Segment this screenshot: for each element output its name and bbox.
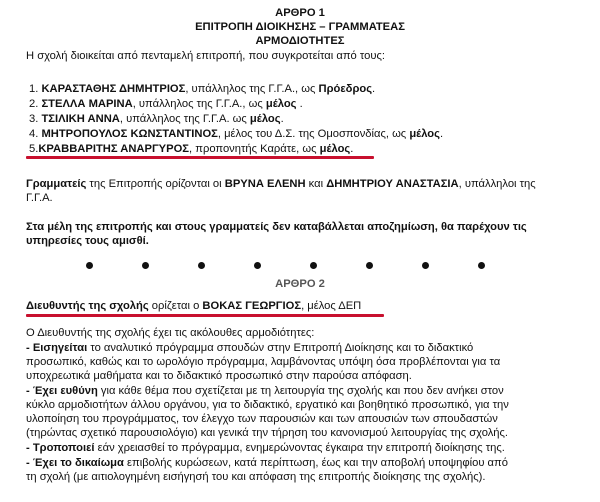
paragraph-line: - Έχει το δικαίωμα επιβολής κυρώσεων, κατά περίπτωση, έως και την αποβολή υποψηφίου από: [26, 457, 508, 469]
paragraph-line: υποχρεωτικά μαθήματα και το διδακτικό προσωπικό στην παρούσα απόφαση.: [26, 370, 412, 382]
secretaries-paragraph-cont: Γ.Γ.Α.: [26, 192, 53, 204]
paragraph-line: κύκλο αρμοδιοτήτων άλλου οργάνου, για το διδακτικό, εργατικό και βοηθητικό προσωπικό, για την: [26, 399, 509, 411]
secretaries-paragraph: Γραμματείς της Επιτροπής ορίζονται οι ΒΡΥΝΑ ΕΛΕΝΗ και ΔΗΜΗΤΡΙΟΥ ΑΝΑΣΤΑΣΙΑ, υπάλληλοι της: [26, 178, 536, 190]
article1-title: ΑΡΘΡΟ 1: [275, 7, 325, 19]
highlight-underline: [26, 314, 384, 317]
director-line: Διευθυντής της σχολής ορίζεται ο ΒΟΚΑΣ ΓΕΩΡΓΙΟΣ, μέλος ΔΕΠ: [26, 300, 362, 312]
paragraph-line: - Εισηγείται το αναλυτικό πρόγραμμα σπουδών στην Επιτροπή Διοίκησης και το διδακτικό: [26, 342, 474, 354]
list-item: 4. ΜΗΤΡΟΠΟΥΛΟΣ ΚΩΝΣΤΑΝΤΙΝΟΣ, μέλος του Δ.Σ. της Ομοσπονδίας, ως μέλος.: [29, 128, 444, 140]
compensation-line: Στα μέλη της επιτροπής και στους γραμματείς δεν καταβάλλεται αποζημίωση, θα παρέχουν τις: [26, 221, 527, 233]
paragraph-line: - Έχει ευθύνη για κάθε θέμα που σχετίζεται με τη λειτουργία της σχολής και που δεν ανήκει στον: [26, 385, 504, 397]
article2-title: ΑΡΘΡΟ 2: [275, 278, 325, 290]
paragraph-line: τη σχολή (με αιτιολογημένη εισήγησή του και απόφαση της επιτροπής διοίκησης της σχολής).: [26, 471, 486, 483]
paragraph-line: (τηρώντας σχετικό παρουσιολόγιο) και γενικά την τήρηση του κανονισμού λειτουργίας της σχολής.: [26, 427, 509, 439]
paragraph-line: προσωπικό, καθώς και το ωρολόγιο πρόγραμμα, λαμβάνοντας υπόψη όσα προβλέπονται για τα: [26, 356, 501, 368]
list-item: 3. ΤΣΙΛΙΚΗ ΑΝΝΑ, υπάλληλος της Γ.Γ.Α. ως μέλος.: [29, 113, 284, 125]
paragraph-line: υλοποίηση του προγράμματος, τον έλεγχο των παρουσιών και των απουσιών των σπουδαστών: [26, 413, 498, 425]
article1-intro: Η σχολή διοικείται από πενταμελή επιτροπή, που συγκροτείται από τους:: [26, 50, 385, 62]
highlight-underline: [26, 156, 374, 159]
article1-subtitle2: ΑΡΜΟΔΙΟΤΗΤΕΣ: [255, 35, 345, 47]
list-item: 2. ΣΤΕΛΛΑ ΜΑΡΙΝΑ, υπάλληλος της Γ.Γ.Α., ως μέλος .: [29, 98, 303, 110]
article2-intro: Ο Διευθυντής της σχολής έχει τις ακόλουθες αρμοδιότητες:: [26, 327, 315, 339]
list-item: 5.ΚΡΑΒΒΑΡΙΤΗΣ ΑΝΑΡΓΥΡΟΣ, προπονητής Καράτε, ως μέλος.: [29, 143, 354, 155]
list-item: 1. ΚΑΡΑΣΤΑΘΗΣ ΔΗΜΗΤΡΙΟΣ, υπάλληλος της Γ.Γ.Α., ως Πρόεδρος.: [29, 83, 376, 95]
compensation-line: υπηρεσίες τους αμισθί.: [26, 235, 149, 247]
article1-subtitle: ΕΠΙΤΡΟΠΗ ΔΙΟΙΚΗΣΗΣ – ΓΡΑΜΜΑΤΕΑΣ: [195, 21, 405, 33]
paragraph-line: - Τροποποιεί εάν χρειασθεί το πρόγραμμα, ενημερώνοντας έγκαιρα την επιτροπή διοίκησης της.: [26, 442, 505, 454]
